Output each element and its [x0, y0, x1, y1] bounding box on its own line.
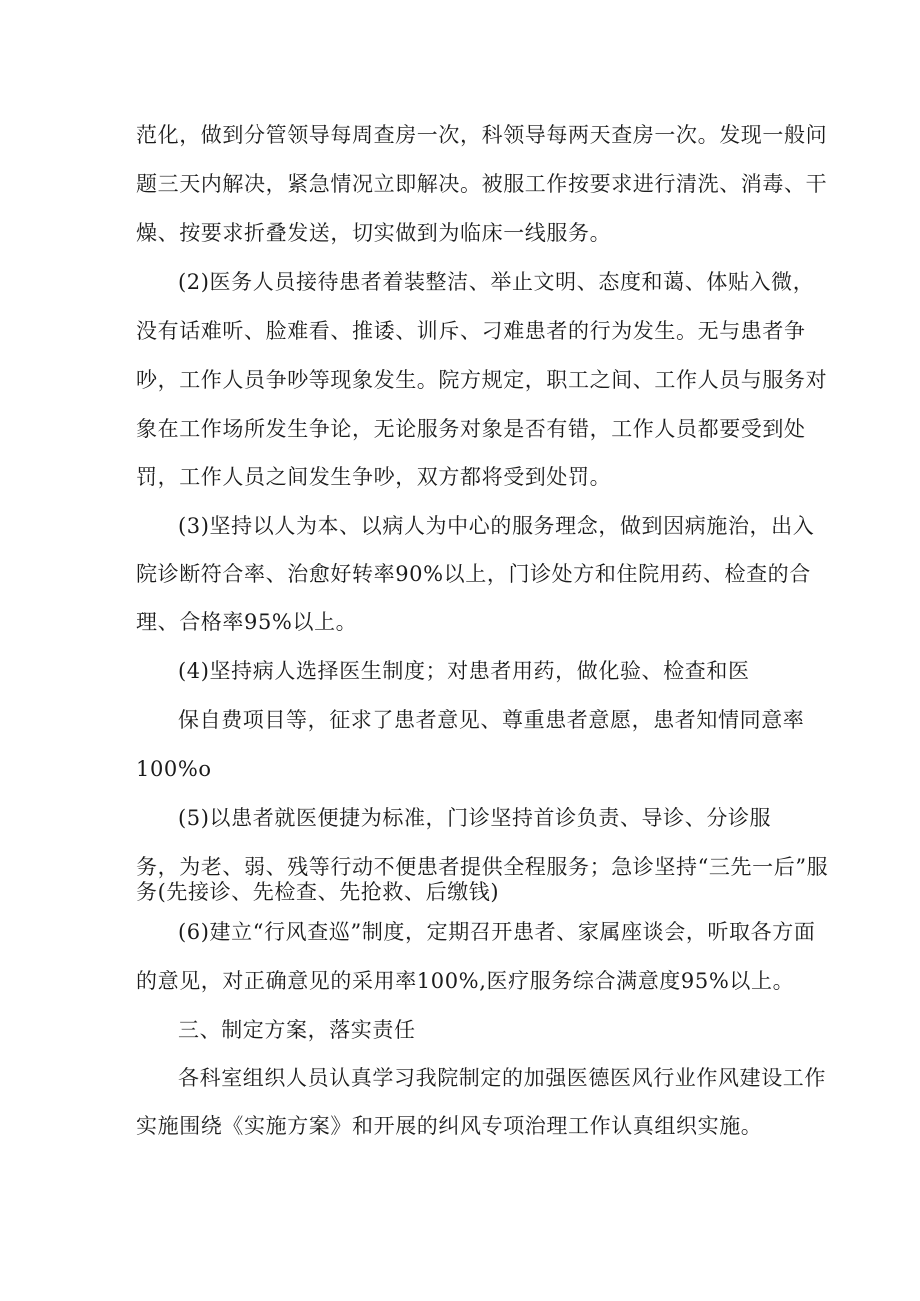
text-line: 罚，工作人员之间发生争吵，双方都将受到处罚。 — [136, 465, 612, 489]
section-heading: 三、制定方案，落实责任 — [178, 1018, 416, 1042]
text-line: 吵，工作人员争吵等现象发生。院方规定，职工之间、工作人员与服务对 — [136, 368, 828, 392]
text-line: 燥、按要求折叠发送，切实做到为临床一线服务。 — [136, 221, 612, 245]
text-line: 院诊断符合率、治愈好转率90%以上，门诊处方和住院用药、检查的合 — [136, 562, 811, 586]
text-line: 务(先接诊、先检查、先抢救、后缴钱) — [136, 880, 500, 904]
text-line: 实施围绕《实施方案》和开展的纠风专项治理工作认真组织实施。 — [136, 1114, 763, 1138]
paragraph-2-line: (2)医务人员接待患者着装整洁、举止文明、态度和蔼、体贴入微， — [178, 270, 815, 294]
text-line: 象在工作场所发生争论，无论服务对象是否有错，工作人员都要受到处 — [136, 417, 806, 441]
text-line: 务，为老、弱、残等行动不便患者提供全程服务；急诊坚持“三先一后”服 — [136, 855, 829, 879]
text-line: 的意见，对正确意见的采用率100%,医疗服务综合满意度95%以上。 — [136, 969, 795, 993]
text-line: 题三天内解决，紧急情况立即解决。被服工作按要求进行清洗、消毒、干 — [136, 172, 828, 196]
paragraph-3-line: (3)坚持以人为本、以病人为中心的服务理念，做到因病施治，出入 — [178, 514, 815, 538]
text-line: 没有话难听、脸难看、推诿、训斥、刁难患者的行为发生。无与患者争 — [136, 319, 806, 343]
paragraph-5-line: (5)以患者就医便捷为标准，门诊坚持首诊负责、导诊、分诊服 — [178, 806, 772, 830]
text-line: 保自费项目等，征求了患者意见、尊重患者意愿，患者知情同意率 — [178, 708, 805, 732]
paragraph-6-line: (6)建立“行风查巡”制度，定期召开患者、家属座谈会，听取各方面 — [178, 920, 816, 944]
text-line: 100%o — [136, 757, 212, 781]
paragraph-4-line: (4)坚持病人选择医生制度；对患者用药，做化验、检查和医 — [178, 659, 750, 683]
paragraph-line: 各科室组织人员认真学习我院制定的加强医德医风行业作风建设工作 — [178, 1066, 826, 1090]
text-line: 理、合格率95%以上。 — [136, 610, 358, 634]
text-line: 范化，做到分管领导每周查房一次，科领导每两天查房一次。发现一般问 — [136, 123, 828, 147]
